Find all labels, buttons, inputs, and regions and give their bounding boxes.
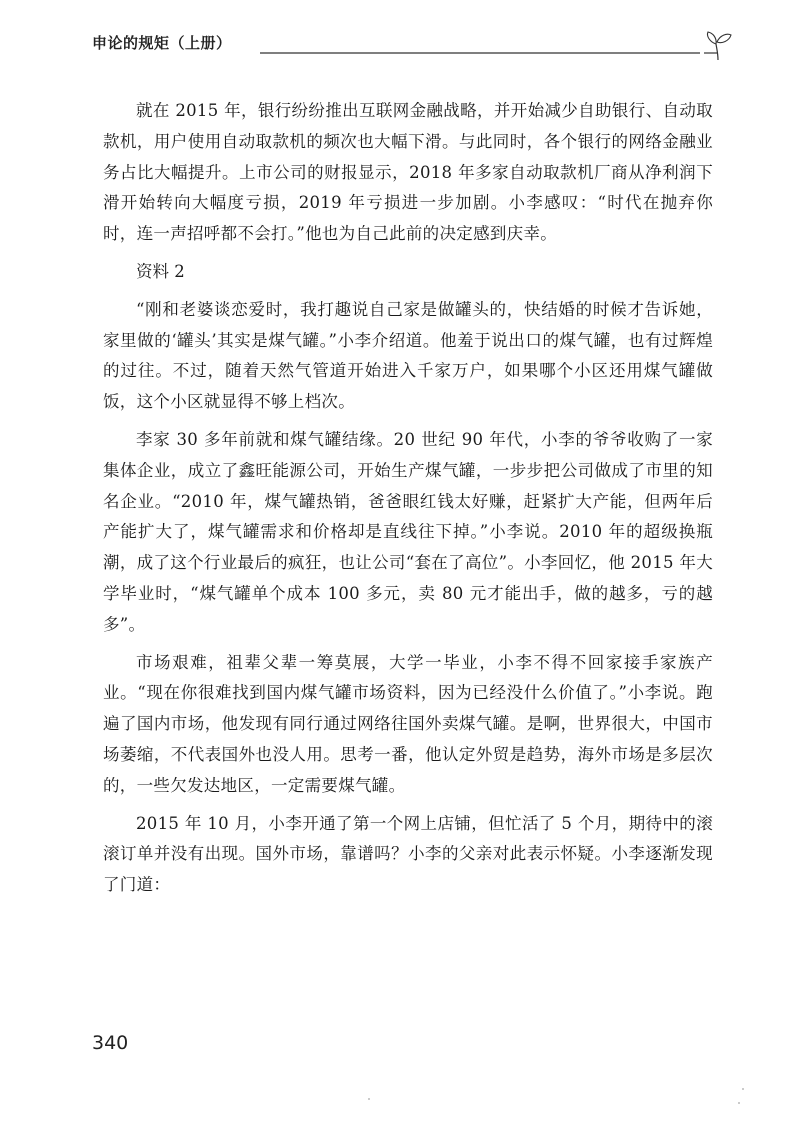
sprout-icon [704, 30, 734, 64]
paragraph: “刚和老婆谈恋爱时，我打趣说自己家是做罐头的，快结婚的时候才告诉她，家里做的‘罐头’其实是煤气罐。”小李介绍道。他羞于说出口的煤气罐，也有过辉煌的过往。不过，随着天然气管道开始进入千家万户，如果哪个小区还用煤气罐做饭，这个小区就显得不够上档次。 [103, 299, 713, 412]
body-text [103, 96, 713, 908]
scan-speck [738, 1102, 740, 1104]
paragraph: 市场艰难，祖辈父辈一筹莫展，大学一毕业，小李不得不回家接手家族产业。“现在你很难找到国内煤气罐市场资料，因为已经没什么价值了。”小李说。跑遍了国内市场，他发现有同行通过网络往国外卖煤气罐。是啊，世界很大，中国市场萎缩，不代表国外也没人用。思考一番，他认定外贸是趋势，海外市场是多层次的，一些欠发达地区，一定需要煤气罐。 [103, 652, 713, 795]
book-title: 申论的规矩（上册） [92, 34, 232, 52]
page-number: 340 [92, 1032, 129, 1054]
header-rule [92, 40, 702, 80]
scan-speck [742, 1088, 744, 1090]
paragraph: 李家 30 多年前就和煤气罐结缘。20 世纪 90 年代，小李的爷爷收购了一家集体企业，成立了鑫旺能源公司，开始生产煤气罐，一步步把公司做成了市里的知名企业。“2010 年，煤气罐热销，爸爸眼红钱太好赚，赶紧扩大产能，但两年后产能扩大了，煤气罐需求和价格却是直线往下掉。”小李说。2010 年的超级换瓶潮，成了这个行业最后的疯狂，也让公司“套在了高位”。小李回忆，他 2015 年大学毕业时，“煤气罐单个成本 100 多元，卖 80 元才能出手，做的越多，亏的越多”。 [103, 429, 713, 634]
paragraph: 就在 2015 年，银行纷纷推出互联网金融战略，并开始减少自助银行、自动取款机，用户使用自动取款机的频次也大幅下滑。与此同时，各个银行的网络金融业务占比大幅提升。上市公司的财报显示，2018 年多家自动取款机厂商从净利润下滑开始转向大幅度亏损，2019 年亏损进一步加剧。小李感叹：“时代在抛弃你时，连一声招呼都不会打。”他也为自己此前的决定感到庆幸。 [103, 101, 713, 244]
scan-speck [368, 1098, 370, 1100]
running-header [92, 30, 732, 70]
paragraph: 2015 年 10 月，小李开通了第一个网上店铺，但忙活了 5 个月，期待中的滚滚订单并没有出现。国外市场，靠谱吗？小李的父亲对此表示怀疑。小李逐渐发现了门道： [103, 813, 713, 895]
section-label: 资料 2 [136, 261, 185, 281]
